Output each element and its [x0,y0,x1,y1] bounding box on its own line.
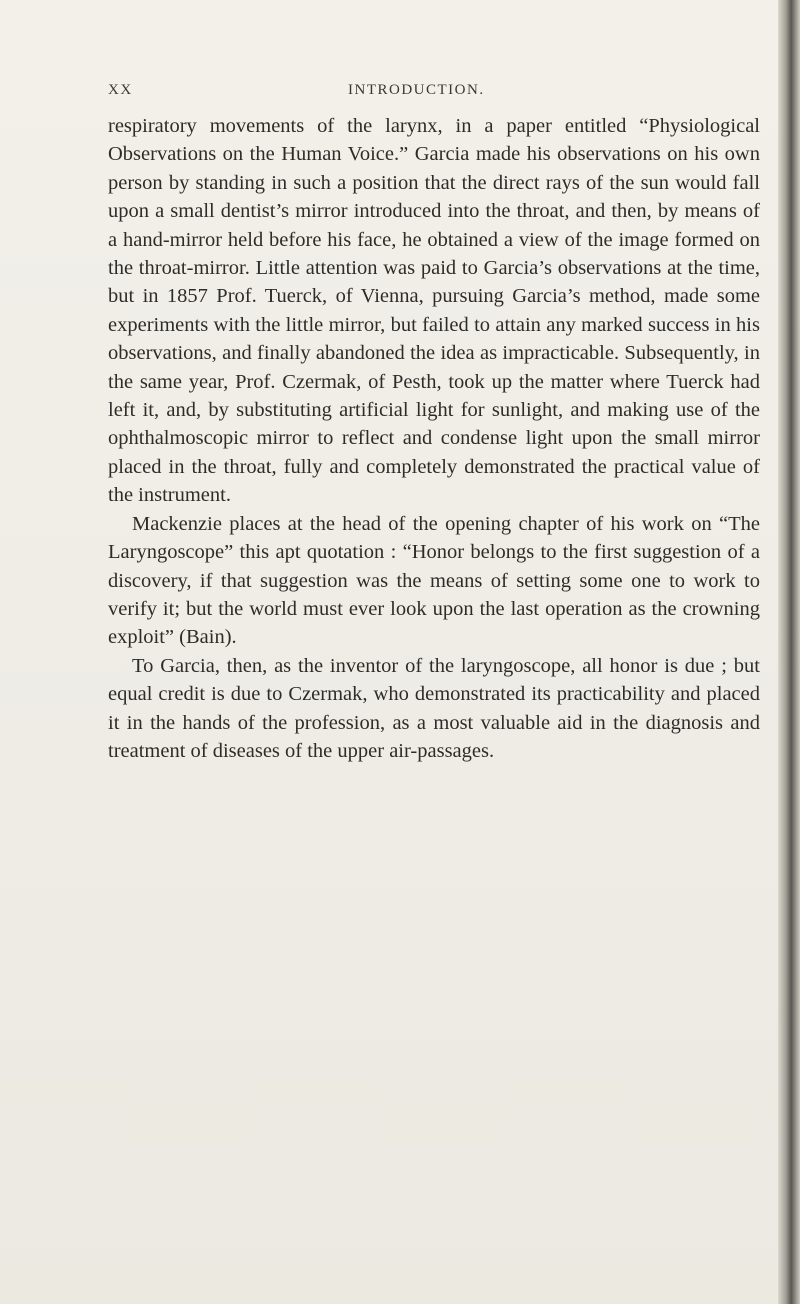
paragraph-2: Mackenzie places at the head of the opening chapter of his work on “The Laryngoscope” this apt quotation : “Honor belongs to the first suggestion of a discovery, if that suggestion was the means of setting some one to work to verify it; but the world must ever look upon the last operation as the crowning exploit” (Bain). [108,512,760,649]
paragraph-1: respiratory movements of the larynx, in a paper entitled “Physiological Observations on the Human Voice.” Garcia made his observations on his own person by standing in such a position that the direct rays of the sun would fall upon a small dentist’s mirror introduced into the throat, and then, by means of a hand-mirror held before his face, he obtained a view of the image formed on the throat-mirror. Little attention was paid to Garcia’s observations at the time, but in 1857 Prof. Tuerck, of Vienna, pursuing Garcia’s method, made some experiments with the little mirror, but failed to attain any marked success in his observations, and finally abandoned the idea as impracticable. Subsequently, in the same year, Prof. Czermak, of Pesth, took up the matter where Tuerck had left it, and, by substituting artificial light for sunlight, and making use of the ophthalmoscopic mirror to reflect and condense light upon the small mirror placed in the throat, fully and completely demonstrated the practical value of the instrument. [108,115,760,507]
running-head [108,82,760,106]
page-binding-edge [778,0,800,1304]
paragraph-3: To Garcia, then, as the inventor of the laryngoscope, all honor is due ; but equal credit is due to Czermak, who demonstrated its practicability and placed it in the hands of the profession, as a most valuable aid in the diagnosis and treatment of diseases of the upper air-passages. [108,654,760,762]
chapter-title: INTRODUCTION. [348,82,485,98]
body-text [108,112,760,765]
page-number: XX [108,82,133,98]
